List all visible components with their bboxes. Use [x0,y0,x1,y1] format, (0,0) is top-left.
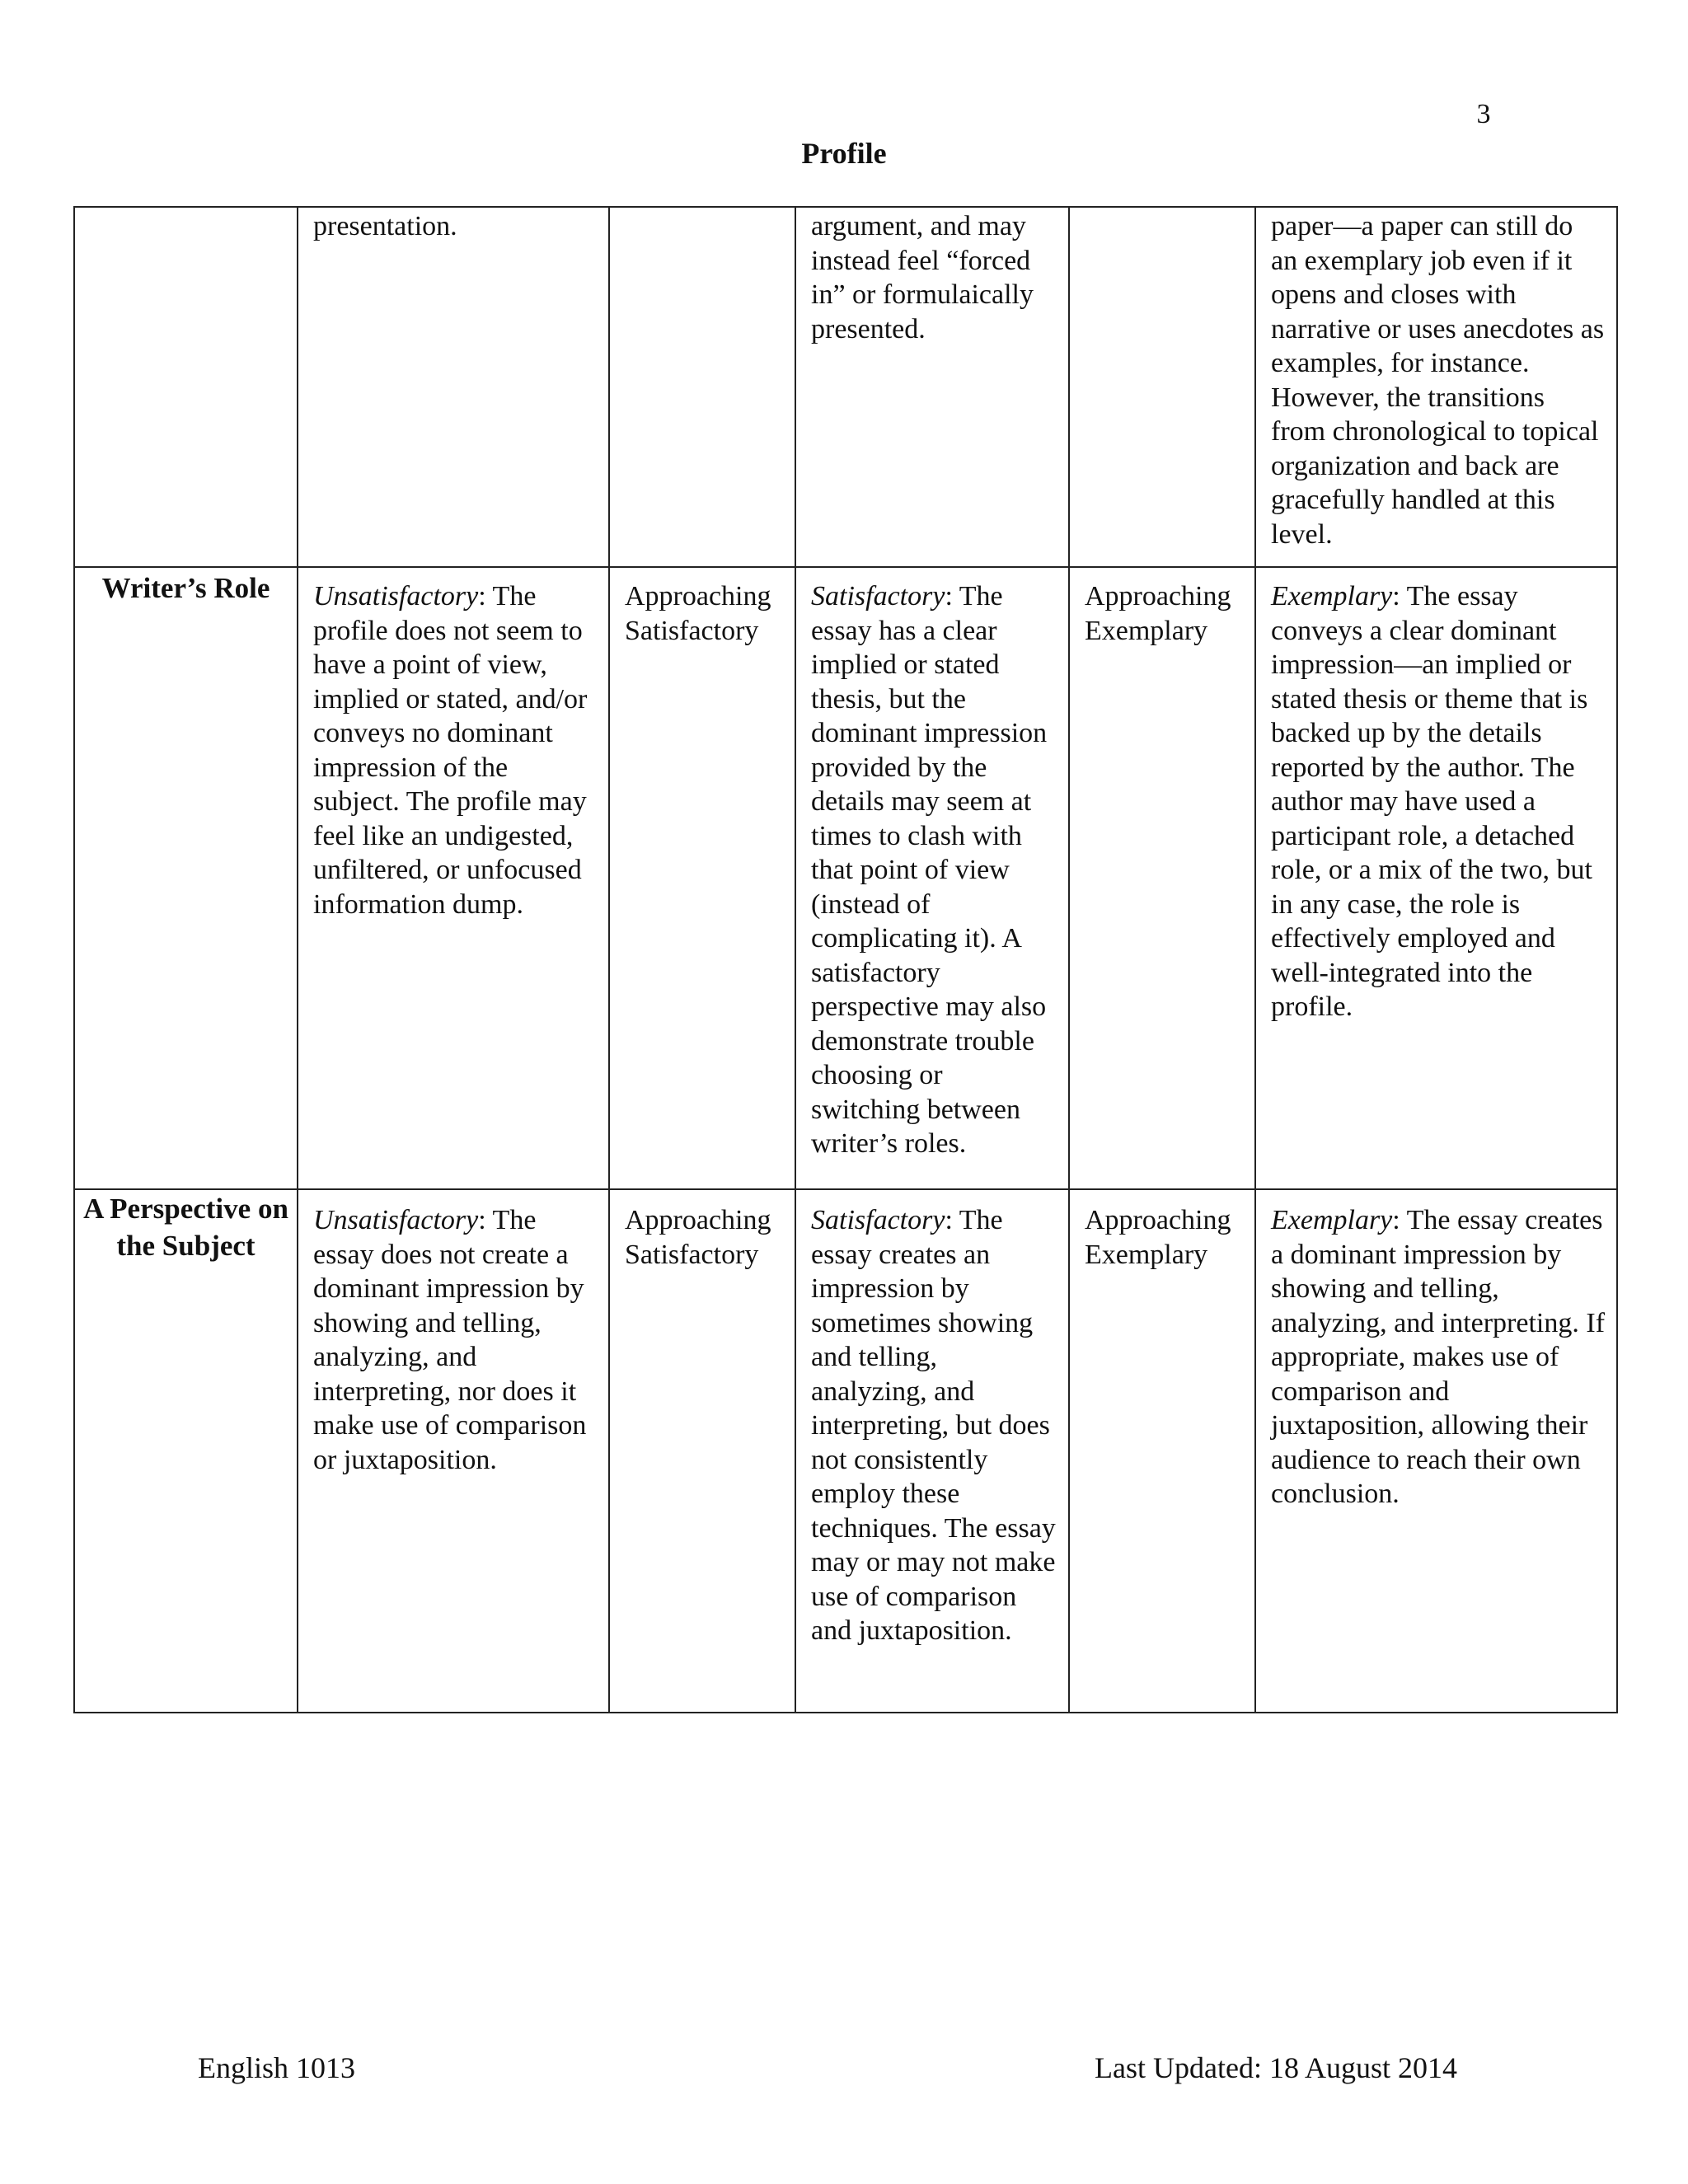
approaching-exemplary-cell: Approaching Exemplary [1069,567,1255,1189]
criterion-cell: A Perspective on the Subject [74,1189,298,1713]
page-number: 3 [1476,99,1491,129]
unsatisfactory-cell: presentation. [298,207,609,567]
cell-text: : The essay does not create a dominant impression by showing and telling, analyzing, and interpreting, nor does it make use of comparison or juxtaposition. [313,1205,587,1475]
rubric-table [73,206,1618,1713]
approaching-satisfactory-cell [609,207,795,567]
level-label: Exemplary [1271,581,1393,612]
unsatisfactory-cell [298,567,609,1189]
exemplary-cell [1255,567,1617,1189]
level-label: Exemplary [1271,1205,1393,1235]
cell-text: : The essay creates an impression by sometimes showing and telling, analyzing, and interpreting, but does not consistently employ these techniques. The essay may or may not make use of comparison and juxtaposition. [811,1205,1056,1646]
exemplary-cell: paper—a paper can still do an exemplary job even if it opens and closes with narrative or uses anecdotes as examples, for instance. However, the transitions from chronological to topical organization and back are gracefully handled at this level. [1255,207,1617,567]
approaching-exemplary-cell [1069,207,1255,567]
footer-course: English 1013 [198,2051,356,2084]
footer-updated: Last Updated: 18 August 2014 [1095,2051,1457,2084]
approaching-exemplary-cell: Approaching Exemplary [1069,1189,1255,1713]
cell-text: : The essay creates a dominant impression by showing and telling, analyzing, and interpreting. If appropriate, makes use of comparison and juxtaposition, allowing their audience to reach their own conclusion. [1271,1205,1606,1509]
approaching-satisfactory-cell: Approaching Satisfactory [609,1189,795,1713]
satisfactory-cell: argument, and may instead feel “forced in” or formulaically presented. [795,207,1069,567]
approaching-satisfactory-cell: Approaching Satisfactory [609,567,795,1189]
level-label: Unsatisfactory [313,581,479,612]
unsatisfactory-cell [298,1189,609,1713]
table-row [74,567,1617,1189]
level-label: Satisfactory [811,1205,945,1235]
cell-text: : The essay conveys a clear dominant impression—an implied or stated thesis or theme that is backed up by the details reported by the author. The author may have used a participant role, a detached role, or a mix of the two, but in any case, the role is effectively employed and well-integrated into the profile. [1271,581,1592,1022]
criterion-cell: Writer’s Role [74,567,298,1189]
table-row [74,1189,1617,1713]
criterion-cell [74,207,298,567]
exemplary-cell [1255,1189,1617,1713]
satisfactory-cell [795,1189,1069,1713]
table-row [74,207,1617,567]
level-label: Satisfactory [811,581,945,612]
satisfactory-cell [795,567,1069,1189]
cell-text: : The essay has a clear implied or stated thesis, but the dominant impression provided by the details may seem at times to clash with that point of view (instead of complicating it). A satisfactory perspective may also demonstrate trouble choosing or switching between writer’s roles. [811,581,1048,1159]
cell-text: : The profile does not seem to have a point of view, implied or stated, and/or conveys no dominant impression of the subject. The profile may feel like an undigested, unfiltered, or unfocused information dump. [313,581,588,920]
page-title: Profile [801,137,887,170]
level-label: Unsatisfactory [313,1205,479,1235]
